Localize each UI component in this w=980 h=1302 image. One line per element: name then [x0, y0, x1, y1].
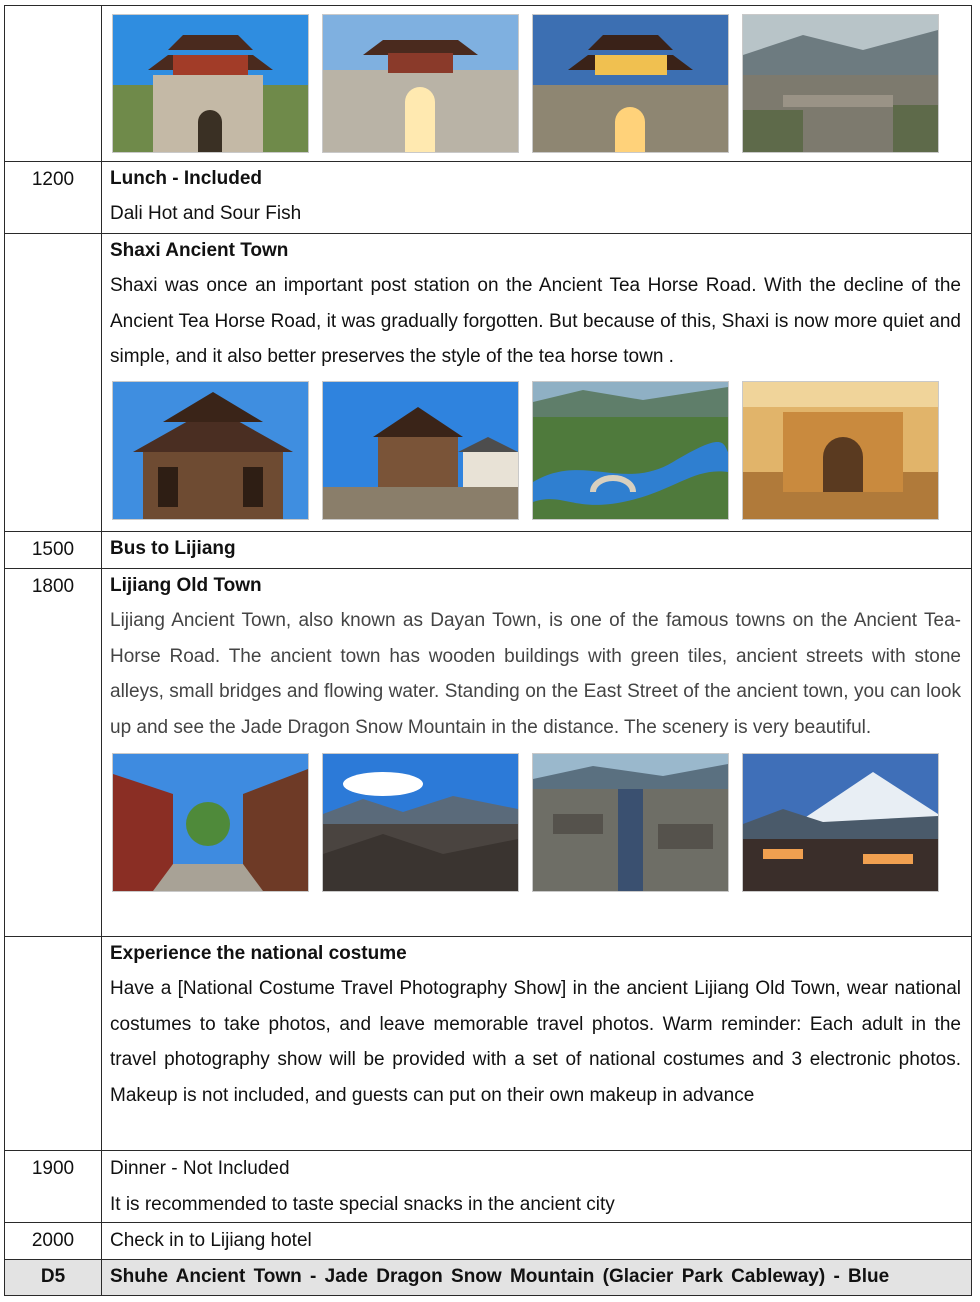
time-label: 1900 [31, 1158, 75, 1179]
content-cell [102, 1151, 972, 1223]
content-cell [102, 1223, 972, 1260]
time-label: 1200 [31, 169, 75, 190]
time-cell [5, 6, 102, 162]
photo-strip [110, 6, 961, 161]
photo-jade-dragon-mountain [742, 753, 939, 892]
photo-shaxi-pavilion [112, 381, 309, 520]
table-row [5, 1223, 972, 1260]
photo-shaxi-river-aerial [532, 381, 729, 520]
time-cell [5, 937, 102, 1151]
item-title: Experience the national costume [110, 943, 407, 964]
photo-lijiang-rooftops [322, 753, 519, 892]
content-cell [102, 234, 972, 532]
table-row [5, 569, 972, 937]
item-title: Dinner - Not Included [110, 1158, 290, 1179]
table-row [5, 1151, 972, 1223]
item-title: Bus to Lijiang [110, 538, 236, 559]
table-row [5, 6, 972, 162]
content-cell [102, 569, 972, 937]
day-label: D5 [40, 1266, 66, 1287]
time-label: 1500 [31, 539, 75, 560]
content-cell [102, 162, 972, 234]
table-row [5, 162, 972, 234]
table-row [5, 937, 972, 1151]
item-title: Lijiang Old Town [110, 575, 262, 596]
time-cell [5, 569, 102, 937]
photo-dali-gate-tower [112, 14, 309, 153]
photo-lijiang-aerial [532, 753, 729, 892]
time-cell [5, 532, 102, 569]
day-header-row [5, 1260, 972, 1296]
itinerary-table [4, 5, 972, 1296]
photo-shaxi-gate [742, 381, 939, 520]
table-row [5, 234, 972, 532]
time-cell [5, 234, 102, 532]
photo-dali-gate-night [532, 14, 729, 153]
content-cell [102, 532, 972, 569]
time-cell [5, 1223, 102, 1260]
photo-dali-aerial [742, 14, 939, 153]
item-title: Lunch - Included [110, 168, 262, 189]
photo-lijiang-street [112, 753, 309, 892]
time-label: 1800 [31, 576, 75, 597]
photo-strip [110, 375, 961, 528]
item-description: Have a [National Costume Travel Photography Show] in the ancient Lijiang Old Town, wear national costumes to take photos, and leave memorable travel photos. Warm reminder: Each adult in the travel photography show will be provided with a set of national costumes and 3 electronic photos. Makeup is not included, and guests can put on their own makeup in advance [110, 978, 961, 1106]
day-title: Shuhe Ancient Town - Jade Dragon Snow Mountain (Glacier Park Cableway) - Blue [110, 1266, 890, 1287]
content-cell [102, 1260, 972, 1296]
item-detail: It is recommended to taste special snacks in the ancient city [110, 1193, 615, 1215]
item-detail: Dali Hot and Sour Fish [110, 203, 302, 224]
photo-strip [110, 745, 961, 900]
item-title: Check in to Lijiang hotel [110, 1230, 312, 1251]
photo-shaxi-square [322, 381, 519, 520]
table-row [5, 532, 972, 569]
time-label: 2000 [31, 1230, 75, 1251]
content-cell [102, 937, 972, 1151]
item-description: Shaxi was once an important post station on the Ancient Tea Horse Road. With the decline of the Ancient Tea Horse Road, it was gradually forgotten. But because of this, Shaxi is now more quiet and simple, and it also better preserves the style of the tea horse town . [110, 275, 961, 367]
photo-dali-south-gate [322, 14, 519, 153]
day-cell [5, 1260, 102, 1296]
item-title: Shaxi Ancient Town [110, 240, 289, 261]
item-description: Lijiang Ancient Town, also known as Dayan Town, is one of the famous towns on the Ancient Tea-Horse Road. The ancient town has wooden buildings with green tiles, ancient streets with stone alleys, small bridges and flowing water. Standing on the East Street of the ancient town, you can look up and see the Jade Dragon Snow Mountain in the distance. The scenery is very beautiful. [110, 610, 961, 738]
time-cell [5, 1151, 102, 1223]
time-cell [5, 162, 102, 234]
content-cell [102, 6, 972, 162]
